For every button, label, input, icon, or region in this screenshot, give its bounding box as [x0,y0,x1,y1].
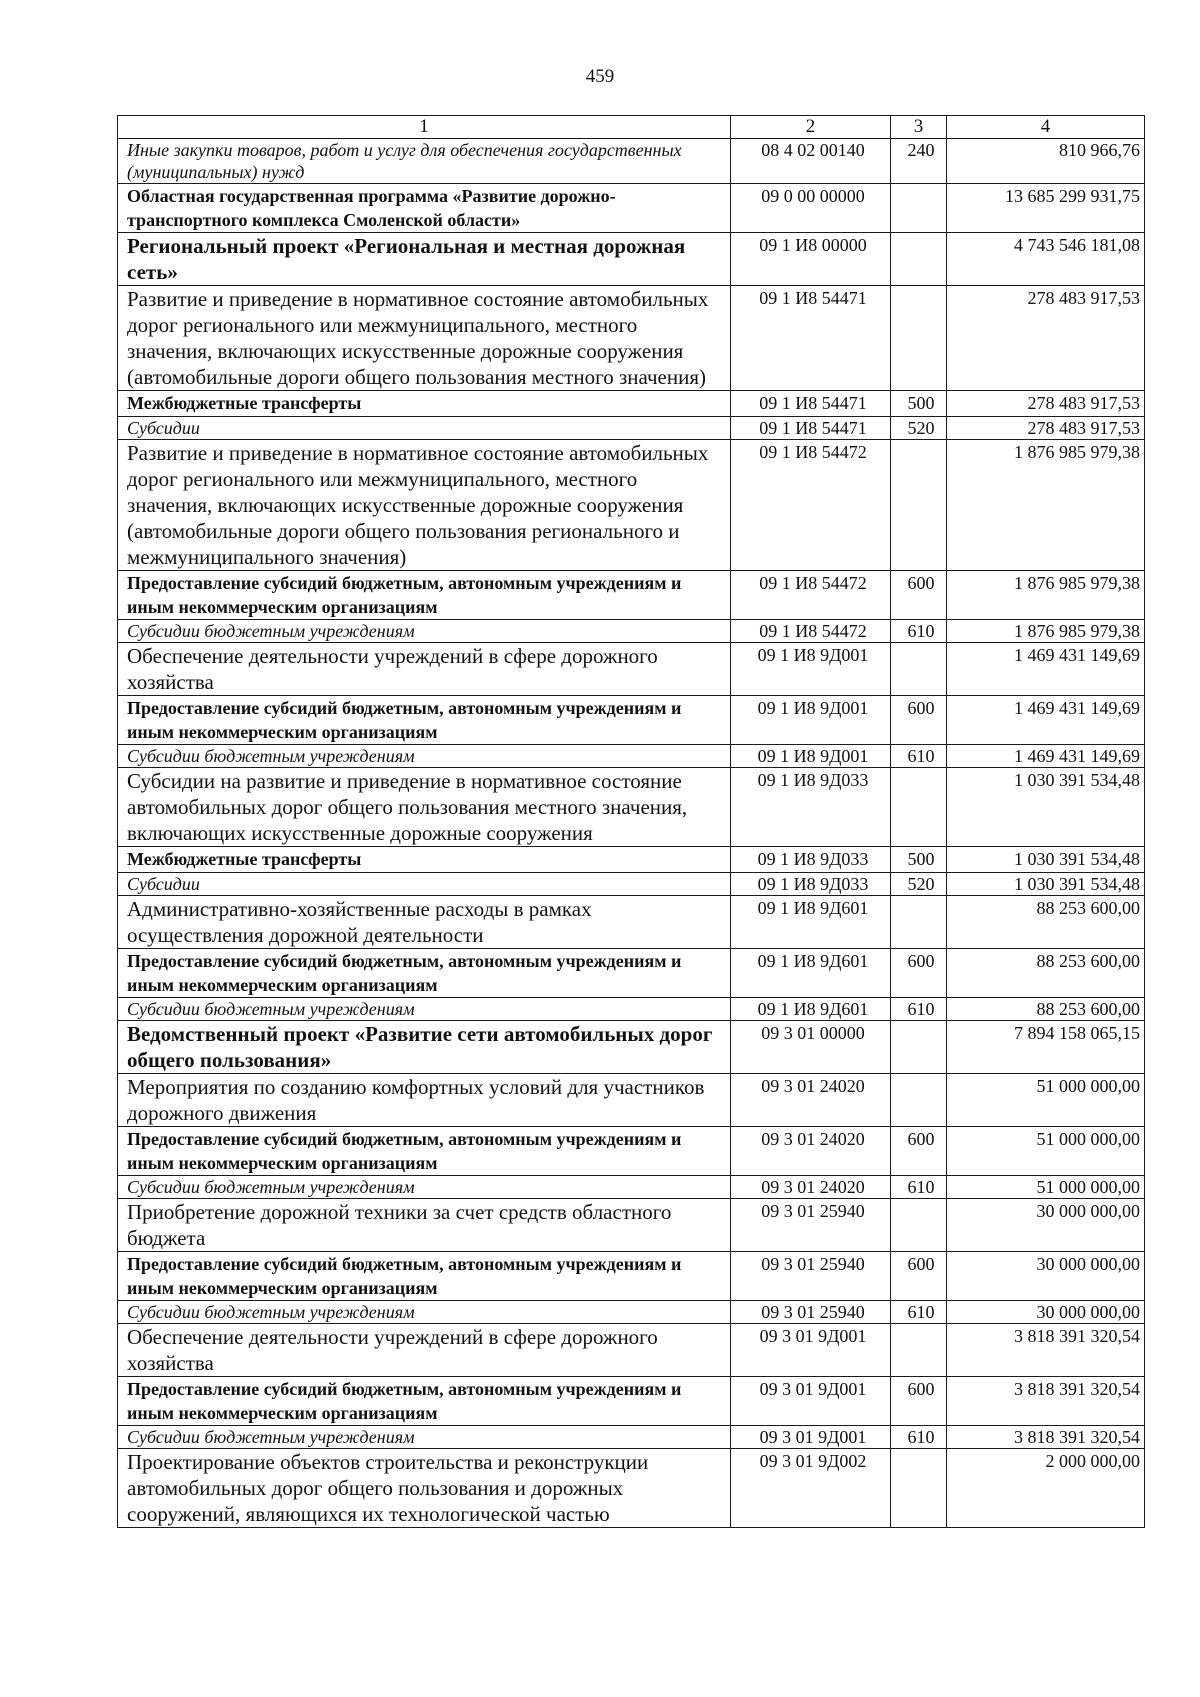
row-sum-cell: 4 743 546 181,08 [947,233,1145,286]
row-code-cell: 09 3 01 25940 [731,1252,891,1301]
row-code-cell: 09 1 И8 9Д001 [731,696,891,745]
row-name-cell: Предоставление субсидий бюджетным, автономным учреждениям и иным некоммерческим организациям [118,571,731,620]
row-name-cell: Межбюджетные трансферты [118,391,731,417]
row-code-cell: 09 1 И8 9Д001 [731,643,891,696]
row-code-cell: 09 3 01 24020 [731,1074,891,1127]
row-name-cell: Обеспечение деятельности учреждений в сфере дорожного хозяйства [118,1324,731,1377]
row-name-cell: Ведомственный проект «Развитие сети автомобильных дорог общего пользования» [118,1021,731,1074]
table-row [118,139,1145,184]
row-sum-cell: 51 000 000,00 [947,1127,1145,1176]
row-sum-cell: 88 253 600,00 [947,949,1145,998]
row-sum-cell: 1 469 431 149,69 [947,745,1145,768]
row-name-cell: Обеспечение деятельности учреждений в сфере дорожного хозяйства [118,643,731,696]
row-code-cell: 09 0 00 00000 [731,184,891,233]
row-sum-cell: 1 469 431 149,69 [947,643,1145,696]
row-kvr-cell: 610 [891,1301,947,1324]
row-code-cell: 09 1 И8 9Д601 [731,998,891,1021]
row-code-cell: 09 1 И8 54472 [731,571,891,620]
row-sum-cell: 51 000 000,00 [947,1074,1145,1127]
row-kvr-cell [891,1021,947,1074]
table-row [118,1176,1145,1199]
row-kvr-cell: 610 [891,1176,947,1199]
row-kvr-cell [891,1199,947,1252]
row-kvr-cell [891,286,947,391]
table-header-row [118,116,1145,139]
table-row [118,998,1145,1021]
row-kvr-cell: 600 [891,696,947,745]
table-row [118,1127,1145,1176]
row-code-cell: 09 1 И8 54471 [731,286,891,391]
table-row [118,1074,1145,1127]
row-sum-cell: 2 000 000,00 [947,1449,1145,1528]
row-name-cell: Развитие и приведение в нормативное состояние автомобильных дорог регионального или межмуниципального, местного значения, включающих искусственные дорожные сооружения (автомобильные дороги общего пользования местного значения) [118,286,731,391]
row-sum-cell: 1 030 391 534,48 [947,873,1145,896]
row-code-cell: 09 1 И8 9Д001 [731,745,891,768]
row-name-cell: Приобретение дорожной техники за счет средств областного бюджета [118,1199,731,1252]
table-row [118,768,1145,847]
row-kvr-cell: 520 [891,417,947,440]
row-code-cell: 09 3 01 9Д001 [731,1377,891,1426]
row-name-cell: Предоставление субсидий бюджетным, автономным учреждениям и иным некоммерческим организациям [118,949,731,998]
row-code-cell: 09 1 И8 9Д033 [731,847,891,873]
table-row [118,391,1145,417]
row-code-cell: 09 3 01 25940 [731,1199,891,1252]
table-row [118,1301,1145,1324]
row-kvr-cell [891,184,947,233]
row-kvr-cell: 610 [891,998,947,1021]
table-row [118,745,1145,768]
row-kvr-cell [891,440,947,571]
row-name-cell: Субсидии на развитие и приведение в нормативное состояние автомобильных дорог общего пользования местного значения, включающих искусственные дорожные сооружения [118,768,731,847]
table-row [118,184,1145,233]
row-code-cell: 09 3 01 24020 [731,1127,891,1176]
row-sum-cell: 1 876 985 979,38 [947,571,1145,620]
row-kvr-cell [891,233,947,286]
row-code-cell: 09 1 И8 54472 [731,440,891,571]
table-row [118,949,1145,998]
row-kvr-cell [891,768,947,847]
column-header-kvr: 3 [891,116,947,139]
table-row [118,1426,1145,1449]
row-sum-cell: 3 818 391 320,54 [947,1324,1145,1377]
table-row [118,1252,1145,1301]
row-code-cell: 09 3 01 25940 [731,1301,891,1324]
row-name-cell: Субсидии бюджетным учреждениям [118,998,731,1021]
row-sum-cell: 278 483 917,53 [947,286,1145,391]
row-sum-cell: 3 818 391 320,54 [947,1426,1145,1449]
row-name-cell: Межбюджетные трансферты [118,847,731,873]
row-name-cell: Субсидии [118,417,731,440]
row-code-cell: 09 1 И8 9Д033 [731,768,891,847]
row-code-cell: 09 1 И8 9Д601 [731,949,891,998]
row-code-cell: 09 3 01 24020 [731,1176,891,1199]
row-code-cell: 09 3 01 9Д001 [731,1426,891,1449]
row-kvr-cell [891,1324,947,1377]
row-code-cell: 09 3 01 9Д001 [731,1324,891,1377]
row-code-cell: 09 1 И8 54471 [731,391,891,417]
row-name-cell: Проектирование объектов строительства и реконструкции автомобильных дорог общего пользования и дорожных сооружений, являющихся их технологической частью [118,1449,731,1528]
row-name-cell: Субсидии бюджетным учреждениям [118,620,731,643]
table-row [118,1021,1145,1074]
row-sum-cell: 30 000 000,00 [947,1301,1145,1324]
row-sum-cell: 278 483 917,53 [947,391,1145,417]
row-kvr-cell: 520 [891,873,947,896]
row-sum-cell: 30 000 000,00 [947,1252,1145,1301]
row-sum-cell: 30 000 000,00 [947,1199,1145,1252]
row-sum-cell: 13 685 299 931,75 [947,184,1145,233]
row-name-cell: Субсидии бюджетным учреждениям [118,1426,731,1449]
row-sum-cell: 88 253 600,00 [947,998,1145,1021]
row-sum-cell: 1 876 985 979,38 [947,620,1145,643]
row-sum-cell: 810 966,76 [947,139,1145,184]
row-sum-cell: 51 000 000,00 [947,1176,1145,1199]
row-name-cell: Предоставление субсидий бюджетным, автономным учреждениям и иным некоммерческим организациям [118,1252,731,1301]
row-code-cell: 09 1 И8 00000 [731,233,891,286]
row-name-cell: Субсидии [118,873,731,896]
row-code-cell: 08 4 02 00140 [731,139,891,184]
row-name-cell: Развитие и приведение в нормативное состояние автомобильных дорог регионального или межмуниципального, местного значения, включающих искусственные дорожные сооружения (автомобильные дороги общего пользования регионального и межмуниципального значения) [118,440,731,571]
row-code-cell: 09 3 01 00000 [731,1021,891,1074]
column-header-sum: 4 [947,116,1145,139]
row-kvr-cell: 500 [891,391,947,417]
row-name-cell: Областная государственная программа «Развитие дорожно-транспортного комплекса Смоленской области» [118,184,731,233]
row-code-cell: 09 1 И8 54471 [731,417,891,440]
row-kvr-cell: 600 [891,1127,947,1176]
row-sum-cell: 3 818 391 320,54 [947,1377,1145,1426]
row-name-cell: Субсидии бюджетным учреждениям [118,1301,731,1324]
table-row [118,847,1145,873]
table-row [118,571,1145,620]
row-kvr-cell [891,896,947,949]
column-header-code: 2 [731,116,891,139]
column-header-name: 1 [118,116,731,139]
row-sum-cell: 7 894 158 065,15 [947,1021,1145,1074]
row-sum-cell: 88 253 600,00 [947,896,1145,949]
table-row [118,873,1145,896]
row-code-cell: 09 1 И8 9Д033 [731,873,891,896]
row-name-cell: Региональный проект «Региональная и местная дорожная сеть» [118,233,731,286]
row-name-cell: Субсидии бюджетным учреждениям [118,1176,731,1199]
row-name-cell: Предоставление субсидий бюджетным, автономным учреждениям и иным некоммерческим организациям [118,696,731,745]
table-row [118,620,1145,643]
table-row [118,417,1145,440]
row-kvr-cell: 240 [891,139,947,184]
table-row [118,696,1145,745]
row-kvr-cell [891,1449,947,1528]
table-row [118,1199,1145,1252]
row-code-cell: 09 3 01 9Д002 [731,1449,891,1528]
row-code-cell: 09 1 И8 9Д601 [731,896,891,949]
table-body [118,139,1145,1528]
row-name-cell: Субсидии бюджетным учреждениям [118,745,731,768]
row-name-cell: Предоставление субсидий бюджетным, автономным учреждениям и иным некоммерческим организациям [118,1127,731,1176]
table-row [118,643,1145,696]
table-row [118,233,1145,286]
page-number: 459 [585,66,615,87]
budget-table [117,115,1145,1528]
row-sum-cell: 1 030 391 534,48 [947,768,1145,847]
row-kvr-cell: 600 [891,1252,947,1301]
row-kvr-cell: 610 [891,620,947,643]
row-code-cell: 09 1 И8 54472 [731,620,891,643]
row-name-cell: Предоставление субсидий бюджетным, автономным учреждениям и иным некоммерческим организациям [118,1377,731,1426]
row-sum-cell: 1 469 431 149,69 [947,696,1145,745]
row-sum-cell: 278 483 917,53 [947,417,1145,440]
row-kvr-cell: 610 [891,745,947,768]
row-kvr-cell [891,643,947,696]
row-sum-cell: 1 876 985 979,38 [947,440,1145,571]
row-kvr-cell: 500 [891,847,947,873]
row-kvr-cell: 600 [891,571,947,620]
row-kvr-cell: 600 [891,949,947,998]
table-row [118,896,1145,949]
row-name-cell: Мероприятия по созданию комфортных условий для участников дорожного движения [118,1074,731,1127]
row-name-cell: Иные закупки товаров, работ и услуг для обеспечения государственных (муниципальных) нужд [118,139,731,184]
table-row [118,440,1145,571]
row-sum-cell: 1 030 391 534,48 [947,847,1145,873]
table-row [118,286,1145,391]
table-row [118,1324,1145,1377]
row-kvr-cell: 600 [891,1377,947,1426]
table-row [118,1377,1145,1426]
row-kvr-cell: 610 [891,1426,947,1449]
row-kvr-cell [891,1074,947,1127]
table-row [118,1449,1145,1528]
row-name-cell: Административно-хозяйственные расходы в рамках осуществления дорожной деятельности [118,896,731,949]
